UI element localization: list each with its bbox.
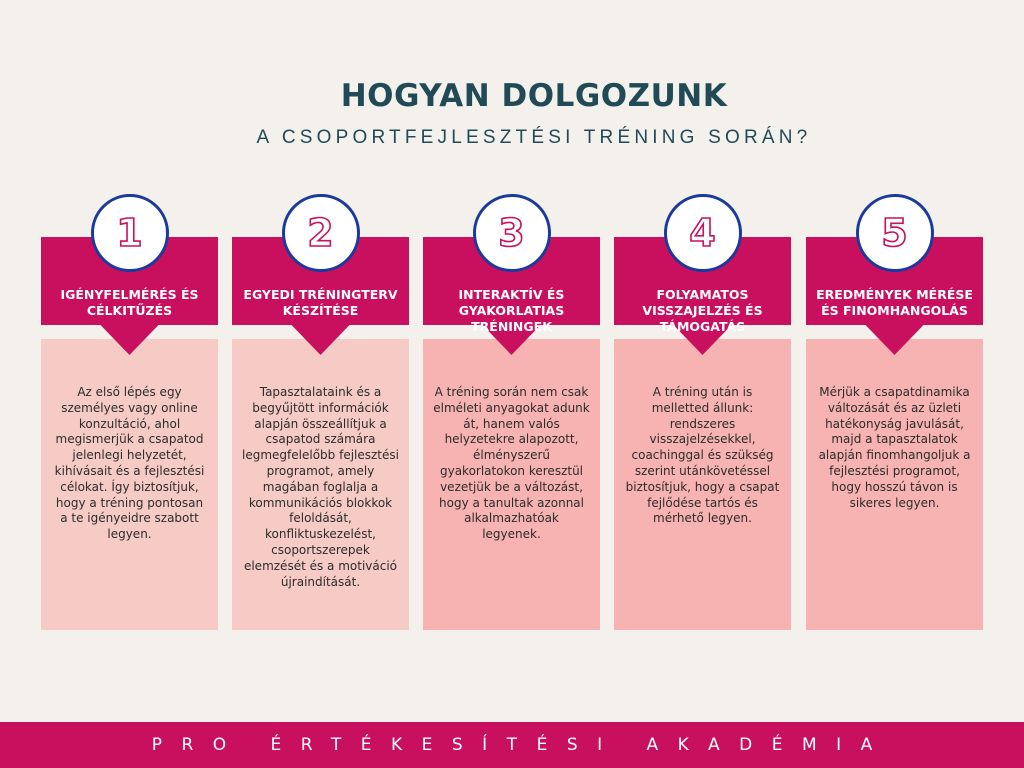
step-card-3 xyxy=(423,211,600,630)
step-card-4 xyxy=(614,211,791,630)
step-description: Az első lépés egy személyes vagy online konzultáció, ahol megismerjük a csapatod jelenlegi helyzetét, kihívásait és a fejlesztési célokat. Így biztosítjuk, hogy a tréning pontosan a te igényeidre szabott legyen. xyxy=(54,385,205,542)
step-number-badge xyxy=(664,194,742,272)
footer-banner xyxy=(0,722,1024,768)
step-number-badge xyxy=(91,194,169,272)
step-heading: EGYEDI TRÉNINGTERV KÉSZÍTÉSE xyxy=(243,287,398,318)
step-description: A tréning után is melletted állunk: rendszeres visszajelzésekkel, coachinggal és szükség szerint utánkövetéssel biztosítjuk, hogy a csapat fejlődése tartós és mérhető legyen. xyxy=(625,385,780,526)
step-heading: EREDMÉNYEK MÉRÉSE ÉS FINOMHANGOLÁS xyxy=(816,287,973,318)
step-card-2 xyxy=(232,211,409,630)
step-number: 1 xyxy=(116,211,143,255)
step-number: 3 xyxy=(498,211,525,255)
step-number-badge xyxy=(856,194,934,272)
page-title: HOGYAN DOLGOZUNK xyxy=(340,78,728,114)
step-description: A tréning során nem csak elméleti anyagokat adunk át, hanem valós helyzetekre alapozott, élményszerű gyakorlatokon keresztül vezetjük be a változást, hogy a tanultak azonnal alkalmazhatóak legyenek. xyxy=(433,385,590,542)
step-number: 5 xyxy=(881,211,908,255)
step-number: 2 xyxy=(307,211,334,255)
step-number: 4 xyxy=(689,211,716,255)
step-card-1 xyxy=(41,211,218,630)
step-heading: IGÉNYFELMÉRÉS ÉS CÉLKITŰZÉS xyxy=(60,287,199,318)
step-description: Tapasztalataink és a begyűjtött információk alapján összeállítjuk a csapatod számára legmegfelelőbb fejlesztési programot, amely magában foglalja a kommunikációs blokkok feloldását, konfliktuskezelést, csoportszerepek elemzését és a motiváció újraindítását. xyxy=(242,385,399,589)
step-heading: FOLYAMATOS VISSZAJELZÉS ÉS TÁMOGATÁS xyxy=(642,287,763,334)
step-card-5 xyxy=(806,211,983,630)
step-heading: INTERAKTÍV ÉS GYAKORLATIAS TRÉNINGEK xyxy=(458,287,565,334)
step-number-badge xyxy=(473,194,551,272)
page-subtitle: A CSOPORTFEJLESZTÉSI TRÉNING SORÁN? xyxy=(256,127,812,148)
step-number-badge xyxy=(282,194,360,272)
step-description: Mérjük a csapatdinamika változását és az üzleti hatékonyság javulását, majd a tapasztalatok alapján finomhangoljuk a fejlesztési programot, hogy hosszú távon is sikeres legyen. xyxy=(818,385,971,510)
footer-brand-text: PRO ÉRTÉKESÍTÉSI AKADÉMIA xyxy=(151,735,892,755)
